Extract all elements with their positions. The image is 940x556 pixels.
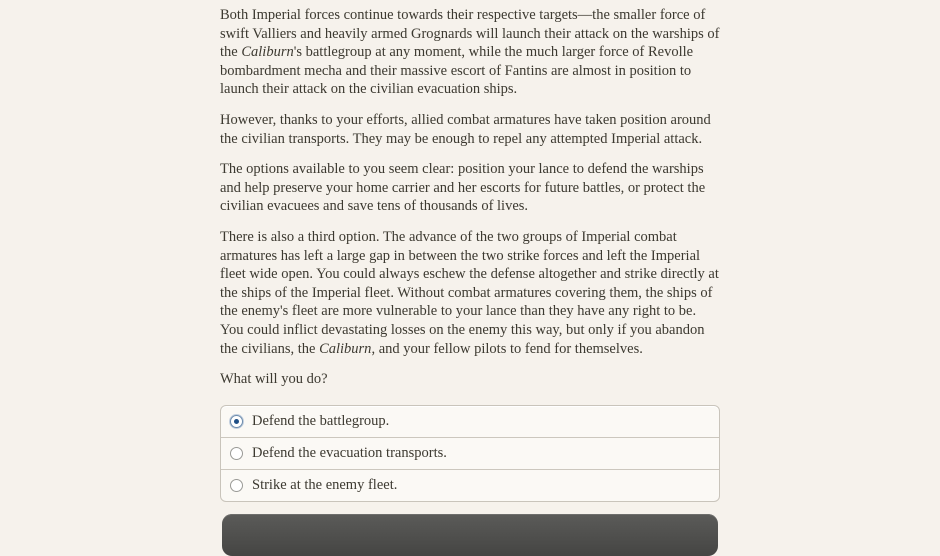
radio-icon[interactable] — [230, 479, 243, 492]
radio-dot — [234, 451, 239, 456]
radio-icon[interactable] — [230, 447, 243, 460]
radio-dot — [234, 483, 239, 488]
next-button[interactable] — [222, 514, 718, 556]
choice-label: Defend the battlegroup. — [252, 412, 390, 429]
choice-label: Defend the evacuation transports. — [252, 444, 447, 461]
story-paragraph — [220, 370, 720, 389]
choice-list — [220, 405, 720, 502]
radio-dot — [234, 419, 239, 424]
story-paragraph — [220, 111, 720, 148]
story-text-italic: Caliburn — [319, 340, 372, 357]
game-page-column — [220, 0, 720, 556]
story-text-run: There is also a third option. The advance of the two groups of Imperial combat armatures has left a large gap in between the two strike forces and left the Imperial fleet wide open. You could always eschew the defense altogether and strike directly at the ships of the Imperial fleet. Without combat armatures covering them, the ships of the enemy's fleet are more vulnerable to your lance than they have any right to be. You could inflict devastating losses on the enemy this way, but only if you abandon the civilians, the — [220, 228, 719, 357]
story-text-run: Both Imperial forces continue towards their respective targets—the smaller force of swift Valliers and heavily armed Grognards will launch their attack on the warships of the — [220, 7, 720, 61]
radio-selected-icon[interactable] — [230, 415, 243, 428]
choice-option-0[interactable] — [221, 406, 719, 437]
story-text-italic: Caliburn — [241, 44, 294, 61]
story-text — [220, 6, 720, 389]
story-paragraph — [220, 160, 720, 216]
choice-option-1[interactable] — [221, 437, 719, 469]
choice-option-2[interactable] — [221, 469, 719, 501]
choice-label: Strike at the enemy fleet. — [252, 476, 398, 493]
story-text-run: , and your fellow pilots to fend for themselves. — [371, 340, 643, 357]
story-text-run: However, thanks to your efforts, allied combat armatures have taken position around the civilian transports. They may be enough to repel any attempted Imperial attack. — [220, 111, 711, 147]
story-text-run: The options available to you seem clear: position your lance to defend the warships and help preserve your home carrier and her escorts for future battles, or protect the civilian evacuees and save tens of thousands of lives. — [220, 161, 706, 215]
story-text-run: 's battlegroup at any moment, while the much larger force of Revolle bombardment mecha and their massive escort of Fantins are almost in position to launch their attack on the civilian evacuation ships. — [220, 44, 694, 98]
story-paragraph — [220, 228, 720, 358]
story-text-run: What will you do? — [220, 371, 328, 388]
story-paragraph — [220, 6, 720, 99]
